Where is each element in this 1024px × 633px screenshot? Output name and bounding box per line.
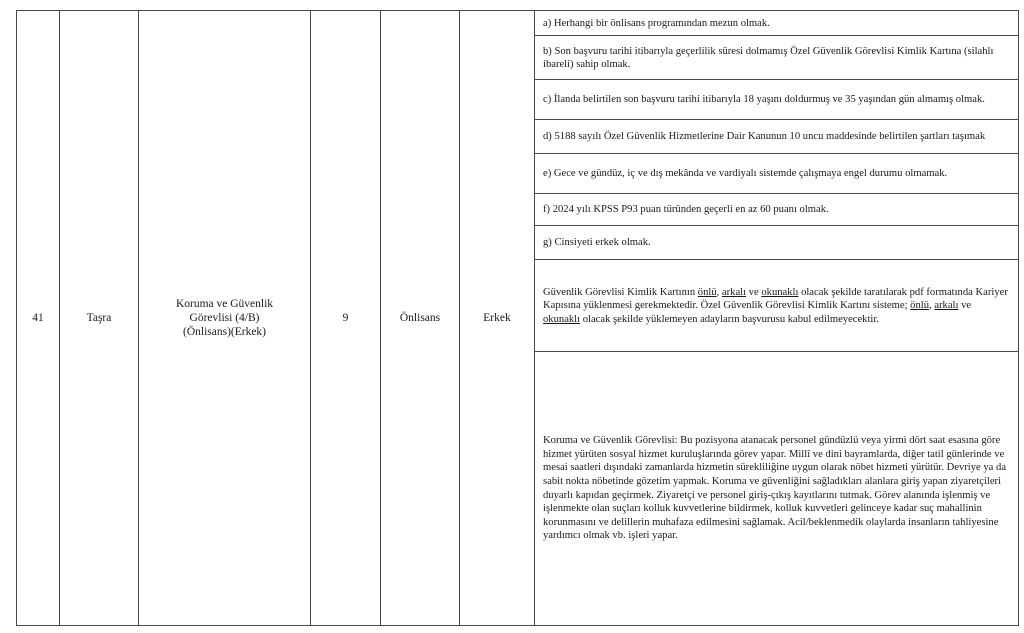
requirement-item: g) Cinsiyeti erkek olmak. bbox=[535, 226, 1019, 260]
position-title bbox=[139, 11, 311, 626]
note-text: Güvenlik Görevlisi Kimlik Kartının bbox=[543, 286, 698, 298]
kimlik-karti-note bbox=[535, 260, 1019, 352]
note-text: , bbox=[929, 300, 935, 312]
note-emphasis: önlü bbox=[910, 300, 930, 312]
note-emphasis: arkalı bbox=[934, 300, 959, 312]
education-level: Önlisans bbox=[381, 11, 460, 626]
requirement-item: f) 2024 yılı KPSS P93 puan türünden geçerli en az 60 puanı olmak. bbox=[535, 194, 1019, 226]
note-emphasis: okunaklı bbox=[761, 286, 799, 298]
note-emphasis: arkalı bbox=[721, 286, 747, 298]
position-title-text: Koruma ve Güvenlik Görevlisi (4/B) (Önlisans)(Erkek) bbox=[175, 298, 274, 338]
position-table bbox=[16, 10, 1019, 626]
note-text: , bbox=[716, 286, 722, 298]
note-text: olacak şekilde yüklemeyen adayların başvurusu kabul edilmeyecektir. bbox=[580, 313, 879, 325]
position-count: 9 bbox=[311, 11, 381, 626]
requirement-item: e) Gece ve gündüz, iç ve dış mekânda ve vardiyalı sistemde çalışmaya engel durumu olmamak. bbox=[535, 154, 1019, 194]
note-emphasis: önlü bbox=[697, 286, 717, 298]
note-text: olacak şekilde taratılarak pdf formatında Kariyer Kapısına yüklenmesi gerekmektedir. Özel Güvenlik Görevlisi Kimlik Kartını sisteme; bbox=[543, 286, 1008, 312]
unit-cell: Taşra bbox=[60, 11, 139, 626]
note-text: ve bbox=[958, 300, 972, 312]
requirement-item: a) Herhangi bir önlisans programından mezun olmak. bbox=[535, 11, 1019, 36]
note-emphasis: okunaklı bbox=[543, 313, 581, 325]
gender-cell: Erkek bbox=[460, 11, 535, 626]
requirement-item: c) İlanda belirtilen son başvuru tarihi itibarıyla 18 yaşını doldurmuş ve 35 yaşından gün almamış olmak. bbox=[535, 80, 1019, 120]
job-description: Koruma ve Güvenlik Görevlisi: Bu pozisyona atanacak personel gündüzlü veya yirmi dört saat esasına göre hizmet yürüten sosyal hizmet kuruluşlarında görev yapar. Millî ve dini bayramlarda, diğer tatil günlerinde ve mesai saatleri dışındaki zamanlarda hizmetin sürekliliğine uygun olarak nöbet hizmeti yürütür. Devriye ya da sabit nokta nöbetinde gözetim yapmak. Koruma ve güvenliğini sağladıkları alanlara giriş yapan ziyaretçileri duyarlı kapıdan geçirmek. Ziyaretçi ve personel giriş-çıkış kayıtlarını tutmak. Görev alanında işlenmiş ve işlenmekte olan suçları kolluk kuvvetlerine bildirmek, kolluk kuvvetleri gelinceye kadar suç mahallinin korunmasını ve delillerin muhafaza edilmesini sağlamak. Acil/beklenmedik olaylarda insanların tahliyesine yardımcı olmak vb. işleri yapar. bbox=[535, 352, 1019, 626]
requirement-item: d) 5188 sayılı Özel Güvenlik Hizmetlerine Dair Kanunun 10 uncu maddesinde belirtilen şartları taşımak bbox=[535, 120, 1019, 154]
note-text: ve bbox=[746, 286, 762, 298]
row-number: 41 bbox=[17, 11, 60, 626]
requirement-item: b) Son başvuru tarihi itibarıyla geçerlilik süresi dolmamış Özel Güvenlik Görevlisi Kimlik Kartına (silahlı ibareli) sahip olmak. bbox=[535, 36, 1019, 80]
